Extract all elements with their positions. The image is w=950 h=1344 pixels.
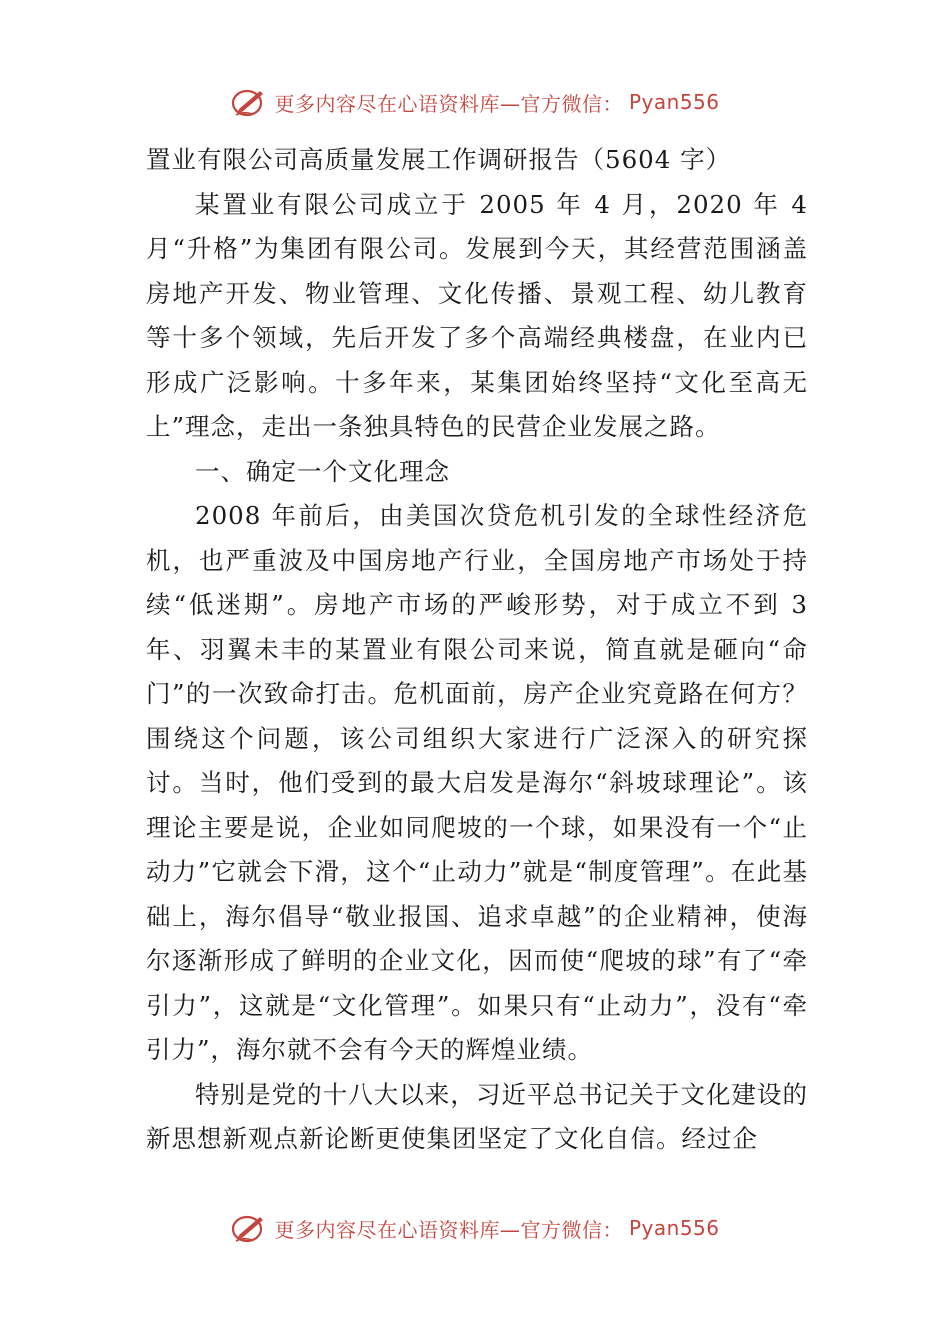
watermark-header — [0, 82, 950, 122]
watermark-footer — [0, 1208, 950, 1248]
paragraph-intro: 某置业有限公司成立于 2005 年 4 月，2020 年 4 月“升格”为集团有限公司。发展到今天，其经营范围涵盖房地产开发、物业管理、文化传播、景观工程、幼儿教育等十多个领域，先后开发了多个高端经典楼盘，在业内已形成广泛影响。十多年来，某集团始终坚持“文化至高无上”理念，走出一条独具特色的民营企业发展之路。 — [146, 189, 808, 441]
paragraph-cultural-confidence: 特别是党的十八大以来，习近平总书记关于文化建设的新思想新观点新论断更使集团坚定了文化自信。经过企 — [146, 1079, 808, 1153]
watermark-text: 更多内容尽在心语资料库—官方微信： — [274, 91, 623, 116]
pen-logo-icon — [230, 85, 268, 119]
pen-logo-icon — [230, 1211, 268, 1245]
watermark-wechat-id: Pyan556 — [628, 90, 720, 114]
watermark-wechat-id: Pyan556 — [628, 1216, 720, 1240]
section-heading-1: 一、确定一个文化理念 — [195, 456, 450, 486]
watermark-text: 更多内容尽在心语资料库—官方微信： — [274, 1217, 623, 1242]
paragraph-crisis: 2008 年前后，由美国次贷危机引发的全球性经济危机，也严重波及中国房地产行业，全国房地产市场处于持续“低迷期”。房地产市场的严峻形势，对于成立不到 3 年、羽翼未丰的某置业有限公司来说，简直就是砸向“命门”的一次致命打击。危机面前，房产企业究竟路在何方？围绕这个问题，该公司组织大家进行广泛深入的研究探讨。当时，他们受到的最大启发是海尔“斜坡球理论”。该理论主要是说，企业如同爬坡的一个球，如果没有一个“止动力”它就会下滑，这个“止动力”就是“制度管理”。在此基础上，海尔倡导“敬业报国、追求卓越”的企业精神，使海尔逐渐形成了鲜明的企业文化，因而使“爬坡的球”有了“牵引力”，这就是“文化管理”。如果只有“止动力”，没有“牵引力”，海尔就不会有今天的辉煌业绩。 — [146, 501, 808, 1064]
document-body — [146, 138, 808, 1162]
document-title: 置业有限公司高质量发展工作调研报告（5604 字） — [146, 145, 732, 174]
